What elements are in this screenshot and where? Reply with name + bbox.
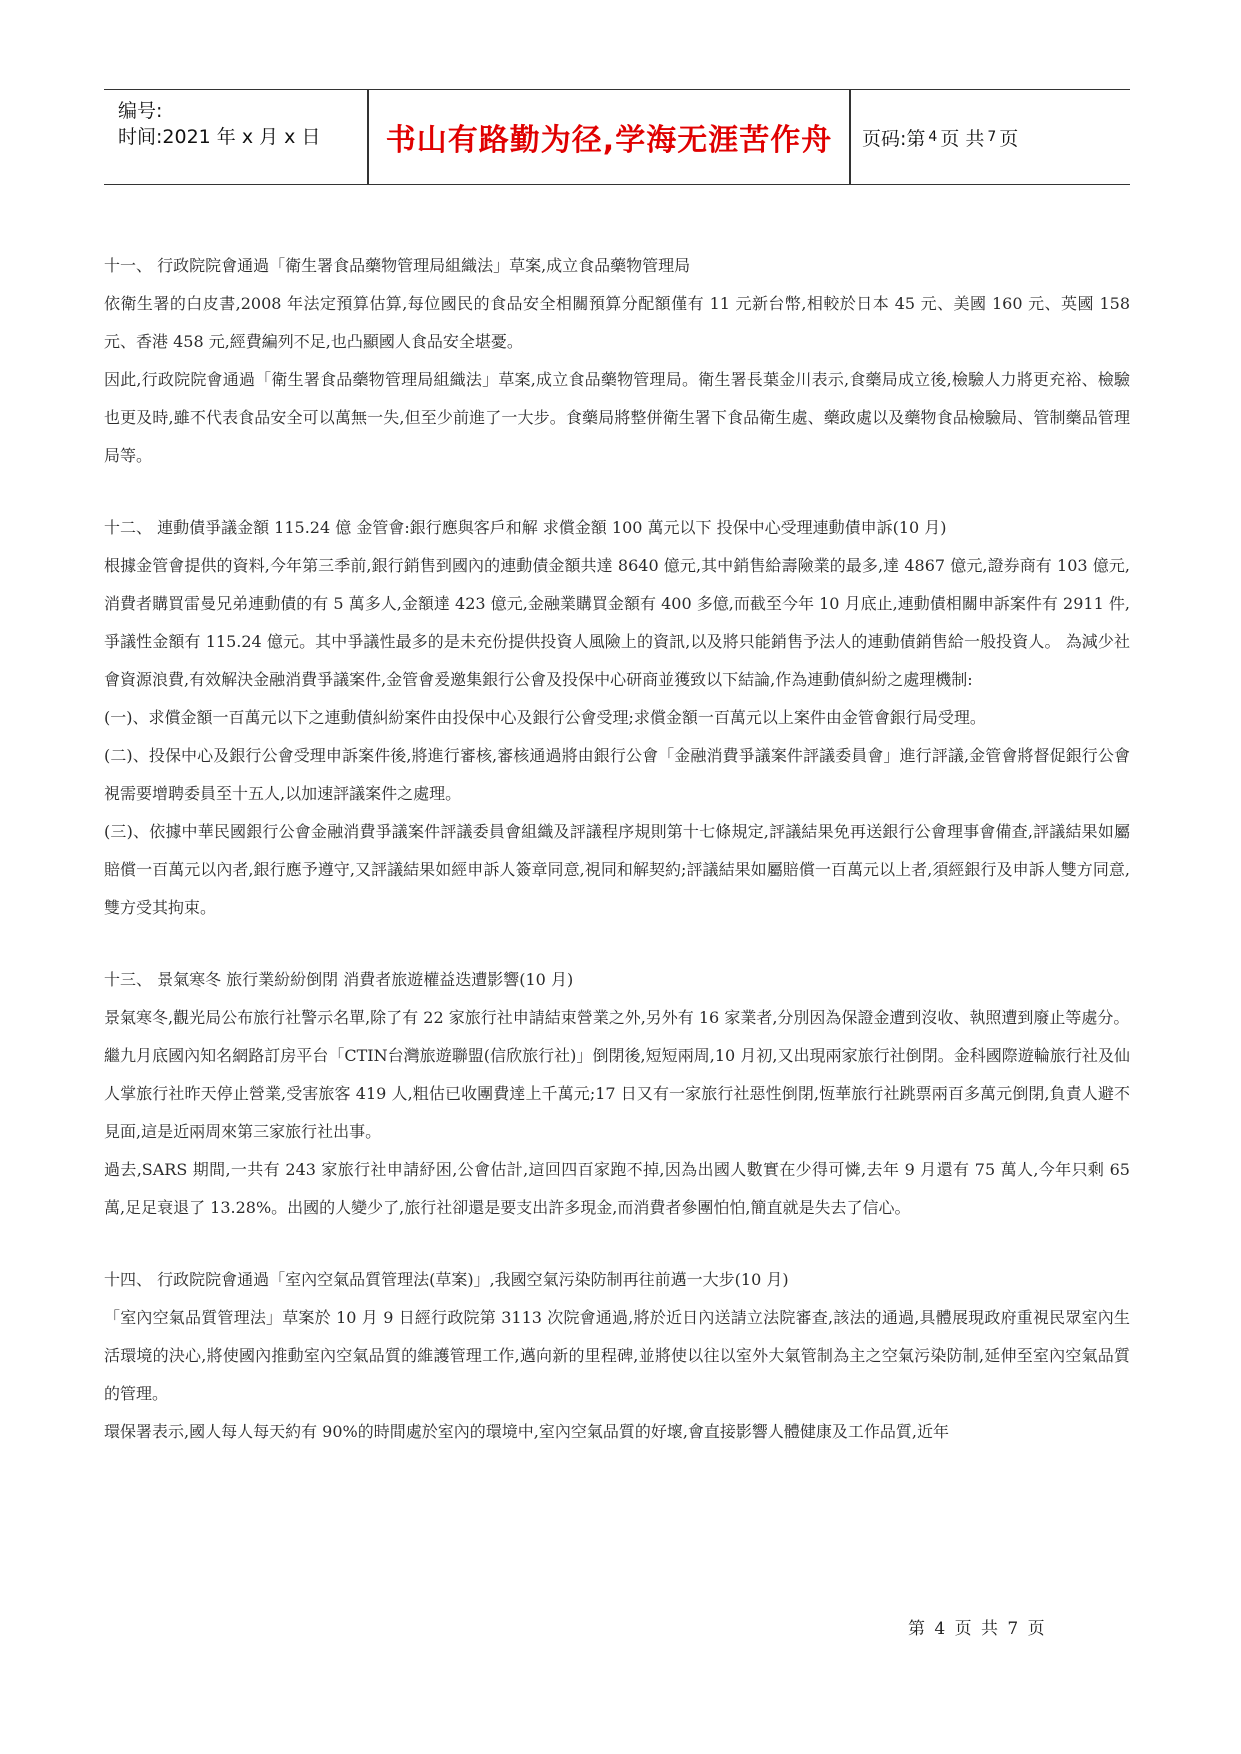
paragraph: 過去,SARS 期間,一共有 243 家旅行社申請紓困,公會估計,這回四百家跑不掉,因為出國人數實在少得可憐,去年 9 月還有 75 萬人,今年只剩 65 萬,足足衰退了 13.28%。出國的人變少了,旅行社卻還是要支出許多現金,而消費者參團怕怕,簡直就是失去了信心。 xyxy=(104,1160,1130,1217)
header-divider xyxy=(849,90,851,184)
header-page-info xyxy=(862,90,1018,184)
section-12 xyxy=(104,509,1130,927)
section-13 xyxy=(104,961,1130,1227)
section-title: 十三、 景氣寒冬 旅行業紛紛倒閉 消費者旅遊權益迭遭影響(10 月) xyxy=(104,970,574,989)
paragraph: 根據金管會提供的資料,今年第三季前,銀行銷售到國內的連動債金額共達 8640 億元,其中銷售給壽險業的最多,達 4867 億元,證券商有 103 億元,消費者購買雷曼兄弟連動債的有 5 萬多人,金額達 423 億元,金融業購買金額有 400 多億,而截至今年 10 月底止,連動債相關申訴案件有 2911 件,爭議性金額有 115.24 億元。其中爭議性最多的是未充份提供投資人風險上的資訊,以及將只能銷售予法人的連動債銷售給一般投資人。 為減少社會資源浪費,有效解決金融消費爭議案件,金管會爰邀集銀行公會及投保中心研商並獲致以下結論,作為連動債糾紛之處理機制: xyxy=(104,556,1130,689)
paragraph: 依衛生署的白皮書,2008 年法定預算估算,每位國民的食品安全相關預算分配額僅有 11 元新台幣,相較於日本 45 元、美國 160 元、英國 158 元、香港 458 元,經費編列不足,也凸顯國人食品安全堪憂。 xyxy=(104,294,1130,351)
section-14 xyxy=(104,1261,1130,1451)
page-number: 4 xyxy=(928,129,938,145)
document-body xyxy=(104,247,1130,1485)
page-prefix: 页码:第 xyxy=(862,127,926,150)
paragraph: 環保署表示,國人每人每天約有 90%的時間處於室內的環境中,室內空氣品質的好壞,會直接影響人體健康及工作品質,近年 xyxy=(104,1422,949,1441)
time-label: 时间:2021 年 x 月 x 日 xyxy=(118,126,321,148)
paragraph: 因此,行政院院會通過「衛生署食品藥物管理局組織法」草案,成立食品藥物管理局。衛生署長葉金川表示,食藥局成立後,檢驗人力將更充裕、檢驗也更及時,雖不代表食品安全可以萬無一失,但至少前進了一大步。食藥局將整併衛生署下食品衛生處、藥政處以及藥物食品檢驗局、管制藥品管理局等。 xyxy=(104,370,1130,465)
page-mid: 页 共 xyxy=(940,127,985,150)
paragraph: (三)、依據中華民國銀行公會金融消費爭議案件評議委員會組織及評議程序規則第十七條規定,評議結果免再送銀行公會理事會備查,評議結果如屬賠償一百萬元以內者,銀行應予遵守,又評議結果如經申訴人簽章同意,視同和解契約;評議結果如屬賠償一百萬元以上者,須經銀行及申訴人雙方同意,雙方受其拘束。 xyxy=(104,822,1130,917)
page-footer: 第 4 页 共 7 页 xyxy=(908,1619,1047,1639)
header-motto: 书山有路勤为径,学海无涯苦作舟 xyxy=(385,123,833,158)
section-title: 十一、 行政院院會通過「衛生署食品藥物管理局組織法」草案,成立食品藥物管理局 xyxy=(104,256,691,275)
header-meta xyxy=(118,90,368,184)
paragraph: 「室內空氣品質管理法」草案於 10 月 9 日經行政院第 3113 次院會通過,將於近日內送請立法院審查,該法的通過,具體展現政府重視民眾室內生活環境的決心,將使國內推動室內空氣品質的維護管理工作,邁向新的里程碑,並將使以往以室外大氣管制為主之空氣污染防制,延伸至室內空氣品質的管理。 xyxy=(104,1308,1130,1403)
section-title: 十二、 連動債爭議金額 115.24 億 金管會:銀行應與客戶和解 求償金額 100 萬元以下 投保中心受理連動債申訴(10 月) xyxy=(104,518,947,537)
paragraph: 景氣寒冬,觀光局公布旅行社警示名單,除了有 22 家旅行社申請結束營業之外,另外有 16 家業者,分別因為保證金遭到沒收、執照遭到廢止等處分。 xyxy=(104,1008,1130,1027)
page-suffix: 页 xyxy=(999,127,1019,150)
paragraph: 繼九月底國內知名網路訂房平台「CTIN台灣旅遊聯盟(信欣旅行社)」倒閉後,短短兩周,10 月初,又出現兩家旅行社倒閉。金科國際遊輪旅行社及仙人掌旅行社昨天停止營業,受害旅客 419 人,粗估已收團費達上千萬元;17 日又有一家旅行社惡性倒閉,恆華旅行社跳票兩百多萬元倒閉,負責人避不見面,這是近兩周來第三家旅行社出事。 xyxy=(104,1046,1130,1141)
serial-label: 编号: xyxy=(118,100,163,122)
paragraph: (一)、求償金額一百萬元以下之連動債糾紛案件由投保中心及銀行公會受理;求償金額一百萬元以上案件由金管會銀行局受理。 xyxy=(104,708,986,727)
page-header xyxy=(104,89,1130,185)
paragraph: (二)、投保中心及銀行公會受理申訴案件後,將進行審核,審核通過將由銀行公會「金融消費爭議案件評議委員會」進行評議,金管會將督促銀行公會視需要增聘委員至十五人,以加速評議案件之處理。 xyxy=(104,746,1130,803)
section-11 xyxy=(104,247,1130,475)
section-title: 十四、 行政院院會通過「室內空氣品質管理法(草案)」,我國空氣污染防制再往前邁一大步(10 月) xyxy=(104,1270,789,1289)
page-total: 7 xyxy=(987,129,997,145)
